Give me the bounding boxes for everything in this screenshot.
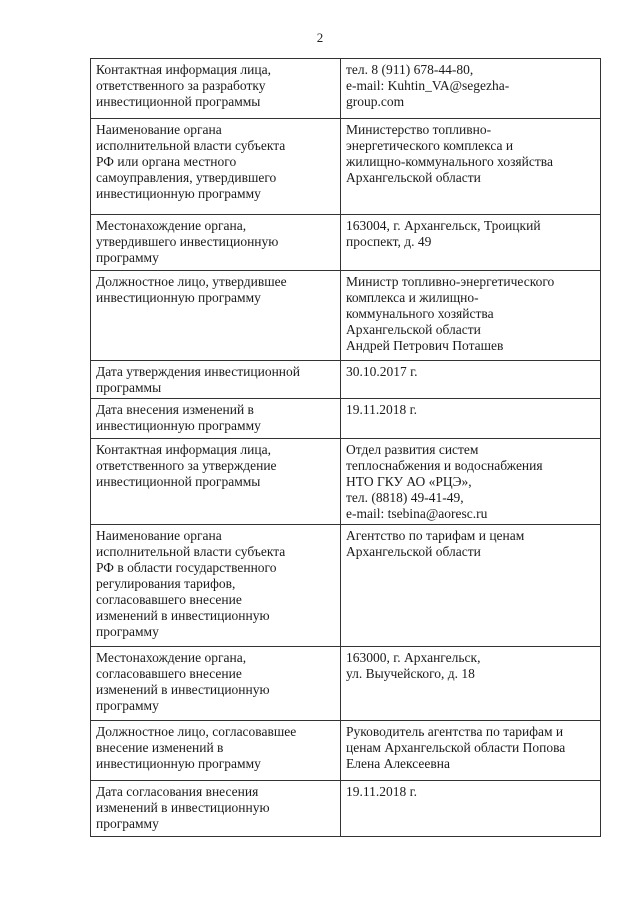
table-row: [91, 271, 601, 361]
row-value: Агентство по тарифам и ценам Архангельской области: [341, 525, 601, 647]
row-value: Министерство топливно- энергетического комплекса и жилищно-коммунального хозяйства Архангельской области: [341, 119, 601, 215]
row-label: Дата утверждения инвестиционной программы: [91, 361, 341, 399]
row-value: Руководитель агентства по тарифам и ценам Архангельской области Попова Елена Алексеевна: [341, 721, 601, 781]
table-row: [91, 781, 601, 837]
table-row: [91, 399, 601, 439]
row-label: Наименование органа исполнительной власти субъекта РФ или органа местного самоуправления, утвердившего инвестиционную программу: [91, 119, 341, 215]
row-label: Дата согласования внесения изменений в инвестиционную программу: [91, 781, 341, 837]
row-label: Местонахождение органа, согласовавшего внесение изменений в инвестиционную программу: [91, 647, 341, 721]
row-label: Наименование органа исполнительной власти субъекта РФ в области государственного регулирования тарифов, согласовавшего внесение изменений в инвестиционную программу: [91, 525, 341, 647]
row-value: 163004, г. Архангельск, Троицкий проспект, д. 49: [341, 215, 601, 271]
row-label: Контактная информация лица, ответственного за разработку инвестиционной программы: [91, 59, 341, 119]
row-label: Дата внесения изменений в инвестиционную программу: [91, 399, 341, 439]
table-row: [91, 361, 601, 399]
investment-program-info-table: [90, 58, 601, 837]
row-value: Министр топливно-энергетического комплекса и жилищно- коммунального хозяйства Архангельской области Андрей Петрович Поташев: [341, 271, 601, 361]
row-value: Отдел развития систем теплоснабжения и водоснабжения НТО ГКУ АО «РЦЭ», тел. (8818) 49-41-49, e-mail: tsebina@aoresc.ru: [341, 439, 601, 525]
row-label: Должностное лицо, утвердившее инвестиционную программу: [91, 271, 341, 361]
page-number: 2: [316, 30, 324, 45]
table-row: [91, 59, 601, 119]
row-value: 163000, г. Архангельск, ул. Выучейского, д. 18: [341, 647, 601, 721]
row-value: 19.11.2018 г.: [341, 781, 601, 837]
table-row: [91, 439, 601, 525]
table-row: [91, 119, 601, 215]
row-value: 19.11.2018 г.: [341, 399, 601, 439]
table-row: [91, 215, 601, 271]
row-value: 30.10.2017 г.: [341, 361, 601, 399]
row-label: Местонахождение органа, утвердившего инвестиционную программу: [91, 215, 341, 271]
table-row: [91, 647, 601, 721]
row-label: Должностное лицо, согласовавшее внесение изменений в инвестиционную программу: [91, 721, 341, 781]
table-row: [91, 525, 601, 647]
row-label: Контактная информация лица, ответственного за утверждение инвестиционной программы: [91, 439, 341, 525]
table-row: [91, 721, 601, 781]
row-value: тел. 8 (911) 678-44-80, e-mail: Kuhtin_VA@segezha- group.com: [341, 59, 601, 119]
